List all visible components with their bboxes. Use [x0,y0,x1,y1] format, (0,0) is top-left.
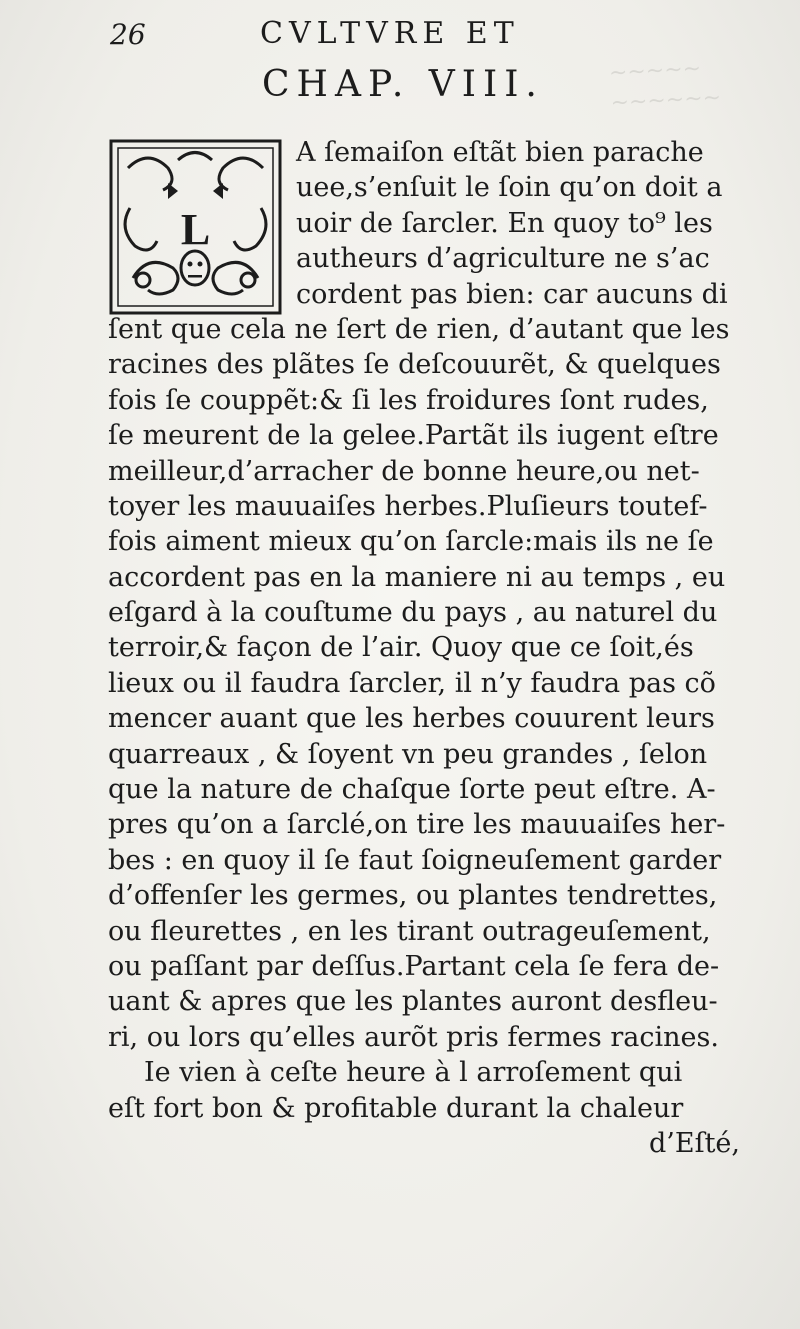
text-line: d’offenſer les germes, ou plantes tendrettes, [108,880,718,912]
text-line: Ie vien à ceſte heure à l arroſement qui [144,1057,683,1089]
drop-cap-letter: L [180,205,211,254]
text-line: eſgard à la couſtume du pays , au naturel du [108,597,718,629]
text-line: A ſemaiſon eſtãt bien parache [296,137,704,168]
text-line: ſe meurent de la gelee.Partãt ils iugent eſtre [108,420,719,452]
text-line: meilleur,d’arracher de bonne heure,ou net- [108,455,700,487]
page-header [0,14,800,54]
chapter-heading: CHAP. VIII. [262,64,544,105]
page-number: 26 [110,18,146,51]
text-line: toyer les mauuaiſes herbes.Pluſieurs toutef- [108,490,708,522]
text-line: cordent pas bien: car aucuns di [296,278,728,310]
text-line: ri, ou lors qu’elles aurõt pris fermes racines. [108,1021,719,1053]
text-line: fois aiment mieux qu’on ſarcle:mais ils ne ſe [108,526,714,558]
text-line: ou paſſant par deſſus.Partant cela ſe fera de- [108,950,720,982]
text-line: autheurs d’agriculture ne s’ac [296,243,710,275]
text-line: terroir,& façon de l’air. Quoy que ce ſoit,és [108,632,694,664]
text-line: uoir de ſarcler. En quoy to⁹ les [296,207,713,239]
text-line: bes : en quoy il ſe faut ſoigneuſement garder [108,844,722,876]
text-line: quarreaux , & ſoyent vn peu grandes , ſelon [108,738,708,770]
text-line: uee,s’enſuit le ſoin qu’on doit a [296,172,723,204]
text-line: uant & apres que les plantes auront desfleu- [108,986,718,1018]
text-line: ſent que cela ne ſert de rien, d’autant que les [108,313,730,345]
text-line: ou fleurettes , en les tirant outrageuſement, [108,915,711,947]
bleed-through-text: ~~~~~ ~~~~~~ [608,56,722,116]
text-line: que la nature de chaſque ſorte peut eſtre. A- [108,774,716,806]
text-line: lieux ou il faudra ſarcler, il n’y faudra pas cõ [108,667,716,699]
text-line: accordent pas en la maniere ni au temps , eu [108,561,726,593]
running-title: CVLTVRE ET [260,16,520,51]
body-text [108,135,748,1161]
text-line: mencer auant que les herbes couurent leurs [108,703,715,735]
text-line: eſt fort bon & profitable durant la chaleur [108,1092,684,1124]
catchword-line: d’Eſté, [649,1127,740,1159]
text-line: fois ſe couppẽt:& ſi les froidures ſont rudes, [108,384,709,416]
text-line: pres qu’on a ſarclé,on tire les mauuaiſes her- [108,809,726,841]
text-line: racines des plãtes ſe deſcouurẽt, & quelques [108,349,721,381]
